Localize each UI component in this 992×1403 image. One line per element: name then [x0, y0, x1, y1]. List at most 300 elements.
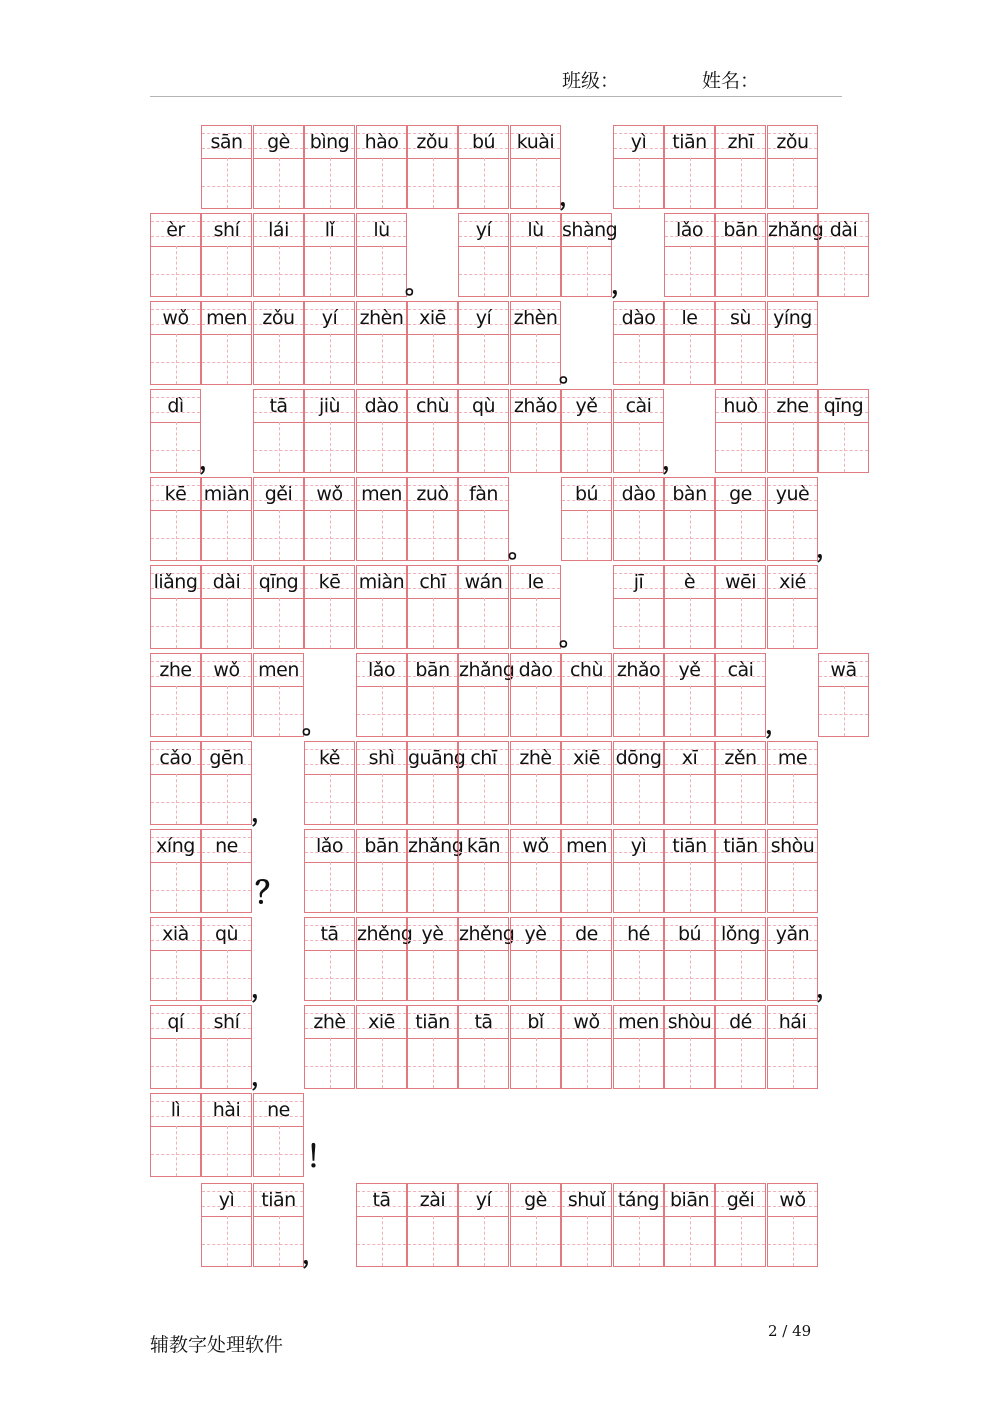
pinyin-label: tā — [320, 923, 339, 945]
pinyin-label: zǒu — [262, 307, 295, 329]
punctuation-mark: ， — [251, 1063, 275, 1091]
punctuation-mark: ， — [765, 711, 789, 739]
char-cell — [304, 389, 355, 473]
char-cell — [304, 829, 355, 913]
pinyin-label: yě — [678, 659, 701, 681]
char-cell — [818, 653, 869, 737]
char-cell — [253, 565, 304, 649]
pinyin-label: wēi — [724, 571, 756, 593]
char-cell — [767, 917, 818, 1001]
pinyin-label: lǒng — [720, 923, 760, 945]
pinyin-label: zhe — [776, 395, 809, 417]
pinyin-label: yí — [475, 307, 492, 329]
char-cell — [304, 565, 355, 649]
punctuation-mark: ， — [662, 447, 686, 475]
punctuation-mark: ， — [251, 975, 275, 1003]
pinyin-label: yì — [630, 835, 647, 857]
char-cell — [150, 301, 201, 385]
punctuation-mark: ？ — [255, 876, 285, 911]
pinyin-label: lǐ — [324, 219, 335, 241]
pinyin-label: zuò — [416, 483, 449, 505]
pinyin-label: cài — [625, 395, 652, 417]
char-cell — [201, 125, 252, 209]
pinyin-label: zhǎo — [616, 659, 661, 681]
pinyin-label: kē — [164, 483, 187, 505]
char-cell — [664, 829, 715, 913]
pinyin-label: men — [566, 835, 607, 857]
char-cell — [715, 125, 766, 209]
pinyin-label: bǐ — [527, 1011, 544, 1033]
punctuation-mark: 。 — [508, 535, 532, 563]
char-cell — [818, 213, 869, 297]
char-cell — [715, 917, 766, 1001]
char-cell — [304, 125, 355, 209]
char-cell — [664, 301, 715, 385]
pinyin-label: men — [258, 659, 299, 681]
punctuation-mark: 。 — [559, 359, 583, 387]
pinyin-label: le — [527, 571, 544, 593]
pinyin-label: tā — [372, 1189, 391, 1211]
char-cell — [356, 213, 407, 297]
char-cell — [510, 653, 561, 737]
pinyin-label: liǎng — [153, 571, 198, 593]
pinyin-label: fàn — [469, 483, 498, 505]
pinyin-label: huò — [723, 395, 758, 417]
char-cell — [664, 477, 715, 561]
char-cell — [613, 477, 664, 561]
pinyin-label: cài — [727, 659, 754, 681]
char-cell — [613, 829, 664, 913]
pinyin-label: gè — [267, 131, 290, 153]
punctuation-mark: 。 — [302, 711, 326, 739]
char-cell — [458, 125, 509, 209]
char-cell — [150, 213, 201, 297]
pinyin-label: dì — [167, 395, 184, 417]
char-cell — [201, 477, 252, 561]
char-cell — [201, 653, 252, 737]
char-cell — [150, 565, 201, 649]
char-cell — [150, 741, 201, 825]
char-cell — [356, 125, 407, 209]
char-cell — [561, 917, 612, 1001]
pinyin-label: qīng — [823, 395, 864, 417]
char-cell — [201, 1005, 252, 1089]
char-cell — [407, 1005, 458, 1089]
pinyin-label: chī — [470, 747, 497, 769]
pinyin-label: tiān — [415, 1011, 450, 1033]
pinyin-label: bān — [364, 835, 399, 857]
char-cell — [613, 301, 664, 385]
char-cell — [407, 829, 464, 913]
char-cell — [664, 653, 715, 737]
pinyin-label: ge — [729, 483, 752, 505]
char-cell — [767, 1005, 818, 1089]
char-cell — [715, 301, 766, 385]
char-cell — [715, 1183, 766, 1267]
pinyin-label: lǎo — [675, 219, 704, 241]
pinyin-label: kē — [318, 571, 341, 593]
char-cell — [715, 389, 766, 473]
pinyin-label: qù — [471, 395, 496, 417]
char-cell — [304, 477, 355, 561]
punctuation-mark: 。 — [559, 623, 583, 651]
pinyin-label: zhèn — [513, 307, 558, 329]
pinyin-label: zài — [419, 1189, 446, 1211]
char-cell — [150, 1093, 201, 1177]
pinyin-label: chī — [419, 571, 446, 593]
pinyin-label: tiān — [261, 1189, 296, 1211]
punctuation-mark: ， — [816, 535, 840, 563]
pinyin-label: lì — [170, 1099, 181, 1121]
pinyin-label: zhè — [519, 747, 552, 769]
pinyin-label: yě — [575, 395, 598, 417]
pinyin-label: shì — [368, 747, 395, 769]
pinyin-label: xī — [681, 747, 698, 769]
pinyin-label: kān — [466, 835, 501, 857]
char-cell — [561, 829, 612, 913]
punctuation-mark: ， — [611, 271, 635, 299]
pinyin-label: bìng — [309, 131, 350, 153]
pinyin-label: biān — [669, 1189, 710, 1211]
char-cell — [613, 1183, 664, 1267]
pinyin-label: zhěng — [459, 923, 515, 945]
pinyin-label: qīng — [258, 571, 299, 593]
char-cell — [510, 1183, 561, 1267]
pinyin-label: hé — [627, 923, 650, 945]
char-cell — [253, 213, 304, 297]
char-cell — [150, 477, 201, 561]
pinyin-label: guāng — [408, 747, 466, 769]
pinyin-label: zhǎng — [408, 835, 464, 857]
char-cell — [715, 653, 766, 737]
pinyin-label: xiē — [368, 1011, 395, 1033]
pinyin-label: bú — [471, 131, 496, 153]
char-cell — [767, 213, 824, 297]
pinyin-label: lái — [268, 219, 289, 241]
page-number: 2 / 49 — [768, 1322, 812, 1340]
pinyin-label: yí — [475, 1189, 492, 1211]
pinyin-label: dào — [621, 483, 656, 505]
char-cell — [150, 917, 201, 1001]
pinyin-label: miàn — [203, 483, 250, 505]
char-cell — [767, 477, 818, 561]
char-cell — [458, 565, 509, 649]
char-cell — [561, 477, 612, 561]
pinyin-label: men — [361, 483, 402, 505]
pinyin-label: xié — [779, 571, 806, 593]
char-cell — [253, 389, 304, 473]
char-cell — [664, 1183, 715, 1267]
pinyin-label: dài — [212, 571, 241, 593]
char-cell — [407, 741, 466, 825]
char-cell — [253, 1093, 304, 1177]
pinyin-label: wā — [830, 659, 857, 681]
pinyin-label: le — [681, 307, 698, 329]
pinyin-label: jī — [633, 571, 644, 593]
char-cell — [613, 125, 664, 209]
char-cell — [356, 917, 413, 1001]
char-cell — [613, 653, 664, 737]
char-cell — [407, 917, 458, 1001]
pinyin-label: zhèn — [359, 307, 404, 329]
pinyin-label: wǒ — [573, 1011, 600, 1033]
pinyin-label: shòu — [770, 835, 815, 857]
char-cell — [304, 1005, 355, 1089]
pinyin-label: zhe — [159, 659, 192, 681]
pinyin-label: shí — [213, 219, 240, 241]
char-cell — [510, 917, 561, 1001]
char-cell — [407, 125, 458, 209]
char-cell — [356, 653, 407, 737]
char-cell — [253, 301, 304, 385]
pinyin-label: wǒ — [213, 659, 240, 681]
pinyin-label: men — [618, 1011, 659, 1033]
char-cell — [613, 389, 664, 473]
char-cell — [715, 741, 766, 825]
char-cell — [201, 301, 252, 385]
pinyin-label: shí — [213, 1011, 240, 1033]
pinyin-label: shàng — [562, 219, 618, 241]
char-cell — [613, 565, 664, 649]
pinyin-label: yuè — [775, 483, 810, 505]
pinyin-label: bān — [415, 659, 450, 681]
pinyin-label: jiù — [318, 395, 341, 417]
char-cell — [356, 389, 407, 473]
char-cell — [664, 213, 715, 297]
char-cell — [253, 1183, 304, 1267]
punctuation-mark: 。 — [405, 271, 429, 299]
char-cell — [458, 213, 509, 297]
class-label: 班级： — [562, 70, 620, 92]
punctuation-mark: ！ — [306, 1140, 336, 1175]
punctuation-mark: ， — [251, 799, 275, 827]
char-cell — [510, 301, 561, 385]
pinyin-label: dào — [364, 395, 399, 417]
punctuation-mark: ， — [816, 975, 840, 1003]
pinyin-label: tā — [269, 395, 288, 417]
pinyin-label: wán — [464, 571, 503, 593]
pinyin-label: cǎo — [159, 747, 192, 769]
pinyin-label: kuài — [516, 131, 555, 153]
pinyin-label: hái — [778, 1011, 807, 1033]
char-cell — [407, 653, 458, 737]
char-cell — [510, 565, 561, 649]
char-cell — [767, 1183, 818, 1267]
char-cell — [715, 829, 766, 913]
char-cell — [510, 741, 561, 825]
char-cell — [510, 125, 561, 209]
char-cell — [664, 1005, 715, 1089]
pinyin-label: qí — [167, 1011, 184, 1033]
pinyin-label: lǎo — [315, 835, 344, 857]
char-cell — [356, 1005, 407, 1089]
pinyin-label: bú — [677, 923, 702, 945]
footer-software-name: 辅教字处理软件 — [150, 1334, 284, 1356]
pinyin-label: wǒ — [316, 483, 343, 505]
char-cell — [458, 1183, 509, 1267]
char-cell — [201, 741, 252, 825]
pinyin-label: xíng — [156, 835, 195, 857]
char-cell — [613, 1005, 664, 1089]
pinyin-label: gè — [524, 1189, 547, 1211]
char-cell — [407, 1183, 458, 1267]
char-cell — [304, 917, 355, 1001]
punctuation-mark: ， — [199, 447, 223, 475]
char-cell — [510, 829, 561, 913]
pinyin-label: bú — [574, 483, 599, 505]
pinyin-label: lù — [373, 219, 390, 241]
pinyin-label: xià — [162, 923, 189, 945]
pinyin-label: xiē — [419, 307, 446, 329]
char-cell — [510, 1005, 561, 1089]
char-cell — [201, 1183, 252, 1267]
char-cell — [304, 301, 355, 385]
pinyin-label: zhǎo — [513, 395, 558, 417]
pinyin-label: chù — [569, 659, 604, 681]
char-cell — [356, 301, 407, 385]
pinyin-label: wǒ — [779, 1189, 806, 1211]
char-cell — [201, 1093, 252, 1177]
char-cell — [201, 829, 252, 913]
pinyin-label: sān — [210, 131, 243, 153]
pinyin-label: bān — [723, 219, 758, 241]
pinyin-label: tā — [474, 1011, 493, 1033]
char-cell — [767, 389, 818, 473]
char-cell — [767, 565, 818, 649]
pinyin-label: dài — [829, 219, 858, 241]
char-cell — [818, 389, 869, 473]
pinyin-label: chù — [415, 395, 450, 417]
char-cell — [510, 213, 561, 297]
pinyin-label: me — [777, 747, 808, 769]
char-cell — [356, 829, 407, 913]
pinyin-label: táng — [617, 1189, 660, 1211]
pinyin-label: wǒ — [522, 835, 549, 857]
char-cell — [458, 389, 509, 473]
pinyin-label: xiē — [573, 747, 600, 769]
char-cell — [458, 1005, 509, 1089]
pinyin-label: gēn — [209, 747, 244, 769]
char-cell — [201, 917, 252, 1001]
char-cell — [767, 741, 818, 825]
char-cell — [715, 1005, 766, 1089]
char-cell — [356, 741, 407, 825]
char-cell — [664, 741, 715, 825]
char-cell — [767, 829, 818, 913]
pinyin-label: tiān — [672, 835, 707, 857]
pinyin-label: tiān — [672, 131, 707, 153]
pinyin-label: yí — [475, 219, 492, 241]
pinyin-label: sù — [730, 307, 751, 329]
pinyin-label: hào — [364, 131, 399, 153]
char-cell — [253, 477, 304, 561]
char-cell — [715, 565, 766, 649]
char-cell — [458, 301, 509, 385]
char-cell — [458, 917, 515, 1001]
pinyin-label: ne — [267, 1099, 290, 1121]
char-cell — [253, 653, 304, 737]
char-cell — [407, 477, 458, 561]
pinyin-label: miàn — [358, 571, 405, 593]
pinyin-label: dào — [518, 659, 553, 681]
pinyin-label: yíng — [773, 307, 812, 329]
pinyin-label: dōng — [615, 747, 662, 769]
pinyin-label: kě — [318, 747, 340, 769]
char-cell — [767, 301, 818, 385]
char-cell — [664, 125, 715, 209]
char-cell — [561, 389, 612, 473]
pinyin-label: zhěng — [357, 923, 413, 945]
pinyin-label: gěi — [264, 483, 293, 505]
pinyin-label: qù — [214, 923, 239, 945]
char-cell — [664, 917, 715, 1001]
char-cell — [407, 389, 458, 473]
char-cell — [407, 565, 458, 649]
pinyin-label: zhè — [313, 1011, 346, 1033]
pinyin-label: bàn — [672, 483, 707, 505]
char-cell — [201, 213, 252, 297]
char-cell — [767, 125, 818, 209]
pinyin-label: tiān — [723, 835, 758, 857]
char-cell — [715, 213, 766, 297]
char-cell — [150, 1005, 201, 1089]
char-cell — [458, 741, 509, 825]
pinyin-label: èr — [166, 219, 185, 241]
char-cell — [356, 1183, 407, 1267]
char-cell — [561, 741, 612, 825]
pinyin-label: de — [575, 923, 598, 945]
pinyin-label: lǎo — [367, 659, 396, 681]
pinyin-label: gěi — [726, 1189, 755, 1211]
pinyin-label: zhī — [727, 131, 754, 153]
char-cell — [253, 125, 304, 209]
pinyin-label: men — [206, 307, 247, 329]
pinyin-label: wǒ — [162, 307, 189, 329]
pinyin-label: yì — [630, 131, 647, 153]
char-cell — [150, 829, 201, 913]
pinyin-label: yí — [321, 307, 338, 329]
pinyin-label: hài — [212, 1099, 241, 1121]
char-cell — [664, 565, 715, 649]
char-cell — [356, 565, 407, 649]
pinyin-label: è — [683, 571, 696, 593]
char-cell — [561, 213, 618, 297]
char-cell — [561, 653, 612, 737]
char-cell — [150, 653, 201, 737]
char-cell — [715, 477, 766, 561]
char-cell — [458, 477, 509, 561]
punctuation-mark: ， — [559, 183, 583, 211]
name-label: 姓名： — [702, 70, 760, 92]
pinyin-label: lù — [527, 219, 544, 241]
pinyin-label: zǒu — [416, 131, 449, 153]
char-cell — [356, 477, 407, 561]
pinyin-label: zěn — [724, 747, 757, 769]
char-cell — [458, 829, 509, 913]
char-cell — [150, 389, 201, 473]
pinyin-label: yè — [524, 923, 547, 945]
pinyin-label: zhǎng — [459, 659, 515, 681]
pinyin-label: yǎn — [775, 923, 810, 945]
char-cell — [561, 1005, 612, 1089]
char-cell — [304, 741, 355, 825]
char-cell — [407, 301, 458, 385]
char-cell — [613, 741, 664, 825]
pinyin-label: dào — [621, 307, 656, 329]
pinyin-label: dé — [729, 1011, 752, 1033]
char-cell — [304, 213, 355, 297]
pinyin-label: yè — [421, 923, 444, 945]
